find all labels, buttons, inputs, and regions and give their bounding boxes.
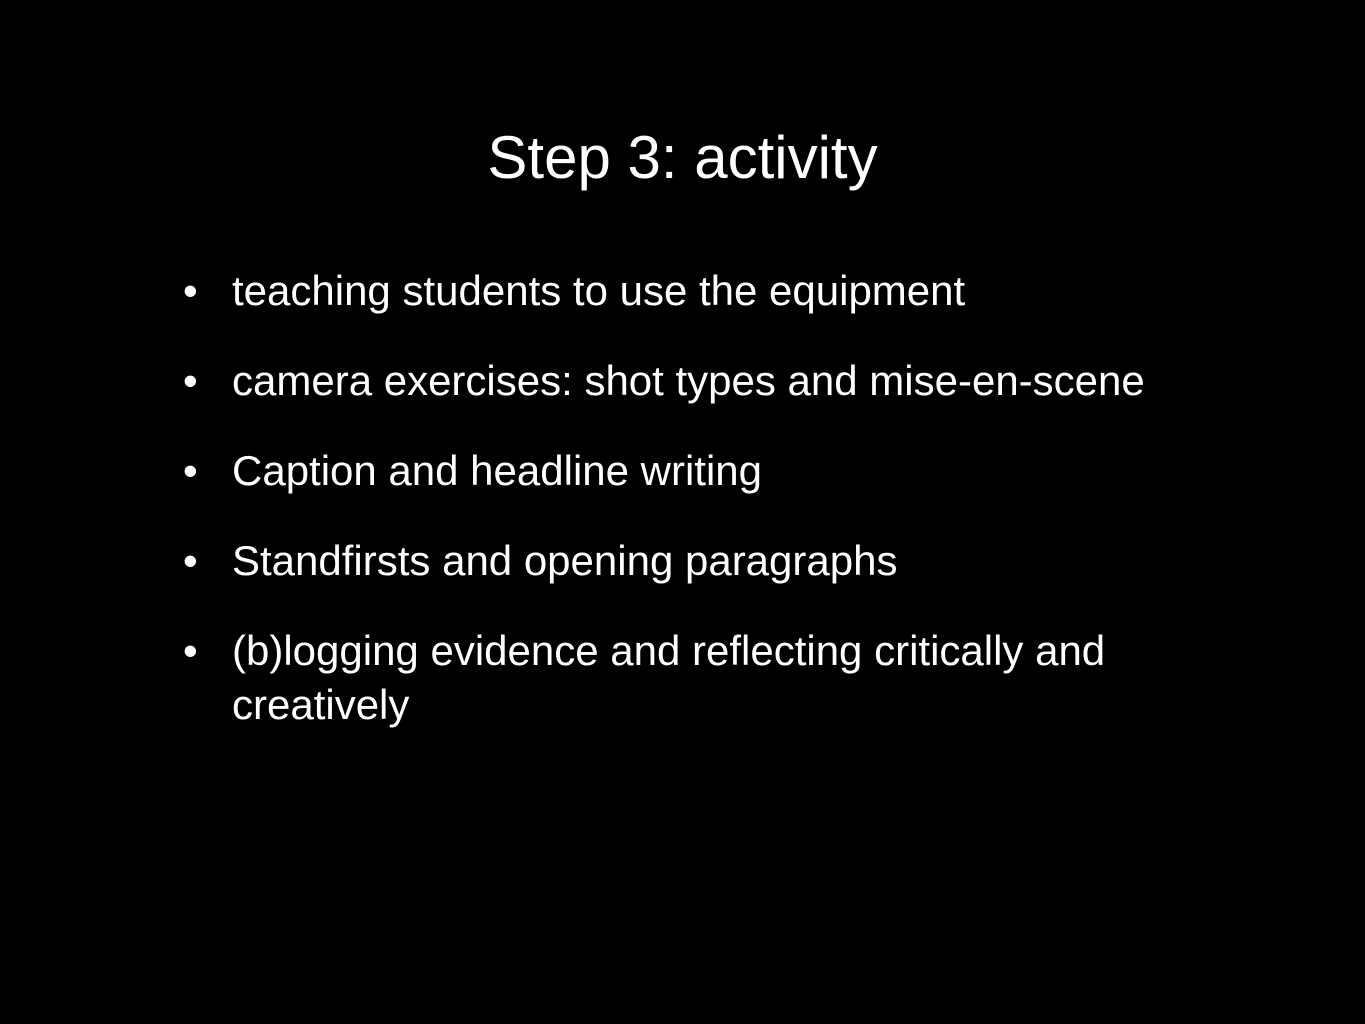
bullet-text: Caption and headline writing [232,447,763,494]
bullet-item [183,534,1192,588]
bullet-item [183,264,1192,318]
bullet-text: camera exercises: shot types and mise-en-scene [232,357,1145,404]
bullet-dot-icon: • [183,447,198,494]
bullet-text: (b)logging evidence and reflecting critically and creatively [232,627,1106,728]
bullet-item [183,354,1192,408]
bullet-dot-icon: • [183,627,198,674]
bullet-dot-icon: • [183,357,198,404]
bullet-list [183,264,1192,768]
slide-title: Step 3: activity [487,124,878,191]
bullet-text: teaching students to use the equipment [232,267,966,314]
bullet-dot-icon: • [183,537,198,584]
bullet-dot-icon: • [183,267,198,314]
bullet-text: Standfirsts and opening paragraphs [232,537,898,584]
bullet-item [183,624,1192,732]
bullet-item [183,444,1192,498]
